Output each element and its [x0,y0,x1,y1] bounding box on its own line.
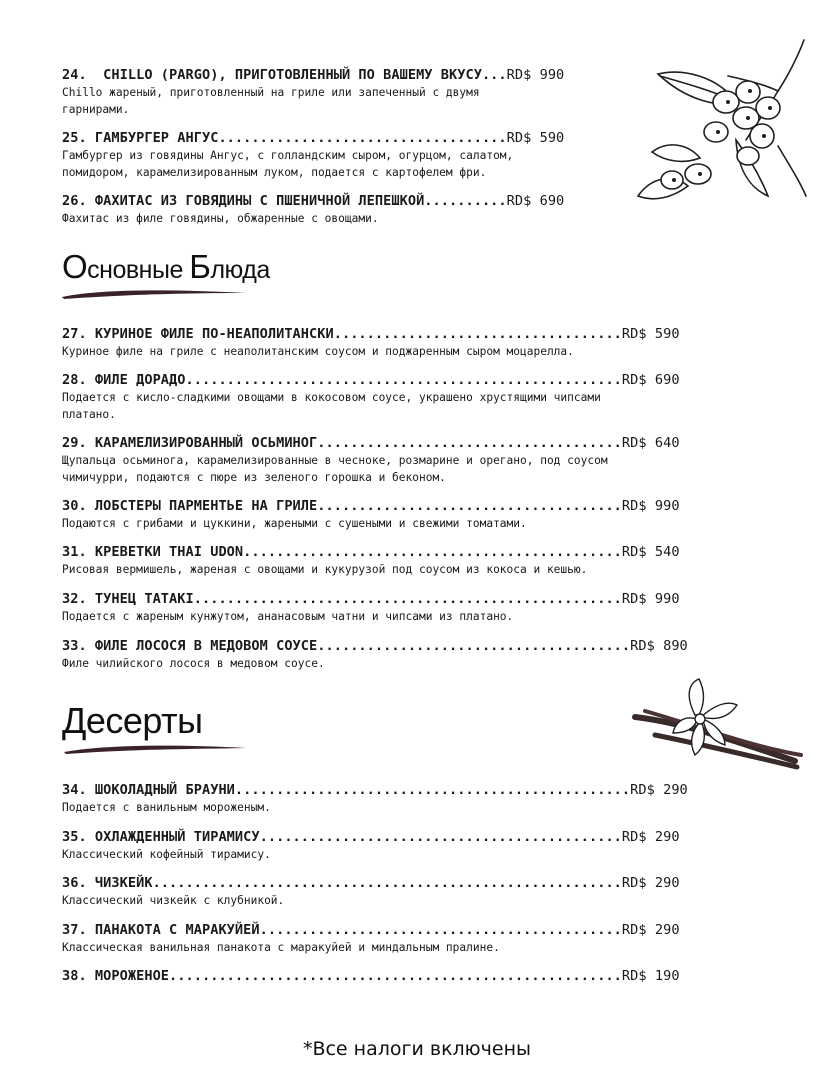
menu-item-price: RD$ 590 [621,326,680,342]
menu-item-description: Рисовая вермишель, жареная с овощами и кукурузой под соусом из кокоса и кешью. [62,563,588,576]
menu-item-price: RD$ 290 [621,829,680,845]
menu-item-title: 33. ФИЛЕ ЛОСОСЯ В МЕДОВОМ СОУСЕ......................................RD$ 890 [62,638,688,654]
menu-item-price: RD$ 990 [506,67,565,83]
menu-item-price: RD$ 540 [621,544,680,560]
menu-item-description: Филе чилийского лосося в медовом соусе. [62,657,325,670]
menu-item-title: 26. ФАХИТАС ИЗ ГОВЯДИНЫ С ПШЕНИЧНОЙ ЛЕПЕШКОЙ..........RD$ 690 [62,193,565,209]
menu-item-description: Щупальца осьминога, карамелизированные в чесноке, розмарине и орегано, под соусом чимичурри, подаются с пюре из зеленого горошка и беконом. [62,454,608,484]
menu-item-price: RD$ 290 [630,782,688,798]
menu-item-description: Подается с ванильным мороженым. [62,801,271,814]
menu-item-29 [62,435,680,486]
section-title-main-dishes: Основные Блюда [62,248,270,285]
menu-item-title: 32. ТУНЕЦ TATAKI....................................................RD$ 990 [62,591,680,607]
brush-underline [62,742,250,756]
menu-item-price: RD$ 890 [630,638,688,654]
menu-item-price: RD$ 190 [621,968,680,984]
menu-item-title: 25. ГАМБУРГЕР АНГУС...................................RD$ 590 [62,130,565,146]
menu-item-description: Подается с кисло-сладкими овощами в кокосовом соусе, украшено хрустящими чипсами платано. [62,391,601,421]
menu-item-title: 24. CHILLO (PARGO), ПРИГОТОВЛЕННЫЙ ПО ВАШЕМУ ВКУСУ...RD$ 990 [62,67,565,83]
menu-item-35 [62,829,680,863]
menu-item-description: Гамбургер из говядины Ангус, с голландским сыром, огурцом, салатом, помидором, карамелизированным луком, подается с картофелем фри. [62,149,514,179]
menu-item-34 [62,782,688,816]
menu-item-title: 35. ОХЛАЖДЕННЫЙ ТИРАМИСУ............................................RD$ 290 [62,829,680,845]
menu-item-25 [62,130,564,181]
menu-item-price: RD$ 690 [506,193,565,209]
menu-item-37 [62,922,680,956]
menu-item-title: 31. КРЕВЕТКИ THAI UDON..............................................RD$ 540 [62,544,680,560]
menu-item-description: Куриное филе на гриле с неаполитанским соусом и поджаренным сыром моцарелла. [62,345,574,358]
menu-item-28 [62,372,680,423]
menu-item-title: 37. ПАНАКОТА С МАРАКУЙЕЙ............................................RD$ 290 [62,922,680,938]
menu-item-description: Chillo жареный, приготовленный на гриле или запеченный с двумя гарнирами. [62,86,480,116]
coffee-branch-illustration [628,36,812,208]
menu-item-title: 27. КУРИНОЕ ФИЛЕ ПО-НЕАПОЛИТАНСКИ...................................RD$ 590 [62,326,680,342]
menu-item-26 [62,193,564,227]
menu-item-title: 36. ЧИЗКЕЙК.........................................................RD$ 290 [62,875,680,891]
menu-item-description: Классический чизкейк с клубникой. [62,894,285,907]
menu-item-description: Подается с жареным кунжутом, ананасовым чатни и чипсами из платано. [62,610,514,623]
menu-item-title: 34. ШОКОЛАДНЫЙ БРАУНИ................................................RD$ 290 [62,782,688,798]
menu-item-38 [62,968,680,985]
menu-item-price: RD$ 640 [621,435,680,451]
menu-item-price: RD$ 990 [621,498,680,514]
menu-item-price: RD$ 590 [506,130,565,146]
menu-item-title: 38. МОРОЖЕНОЕ.......................................................RD$ 190 [62,968,680,984]
tax-note: *Все налоги включены [302,1038,532,1060]
menu-item-description: Классический кофейный тирамису. [62,848,271,861]
menu-item-price: RD$ 290 [621,875,680,891]
menu-item-price: RD$ 290 [621,922,680,938]
menu-item-32 [62,591,680,625]
menu-item-description: Классическая ванильная панакота с маракуйей и миндальным пралине. [62,941,500,954]
menu-item-33 [62,638,688,672]
menu-item-title: 30. ЛОБСТЕРЫ ПАРМЕНТЬЕ НА ГРИЛЕ.....................................RD$ 990 [62,498,680,514]
menu-item-title: 29. КАРАМЕЛИЗИРОВАННЫЙ ОСЬМИНОГ.....................................RD$ 640 [62,435,680,451]
menu-item-description: Подаются с грибами и цуккини, жареными с сушеными и свежими томатами. [62,517,527,530]
menu-item-30 [62,498,680,532]
brush-underline [60,287,250,301]
menu-item-title: 28. ФИЛЕ ДОРАДО.....................................................RD$ 690 [62,372,680,388]
menu-item-36 [62,875,680,909]
menu-item-price: RD$ 690 [621,372,680,388]
section-title-desserts: Десерты [62,700,203,741]
menu-item-27 [62,326,680,360]
menu-item-31 [62,544,680,578]
vanilla-flower-illustration [625,675,805,775]
menu-item-price: RD$ 990 [621,591,680,607]
menu-item-24 [62,67,564,118]
menu-item-description: Фахитас из филе говядины, обжаренные с овощами. [62,212,379,225]
